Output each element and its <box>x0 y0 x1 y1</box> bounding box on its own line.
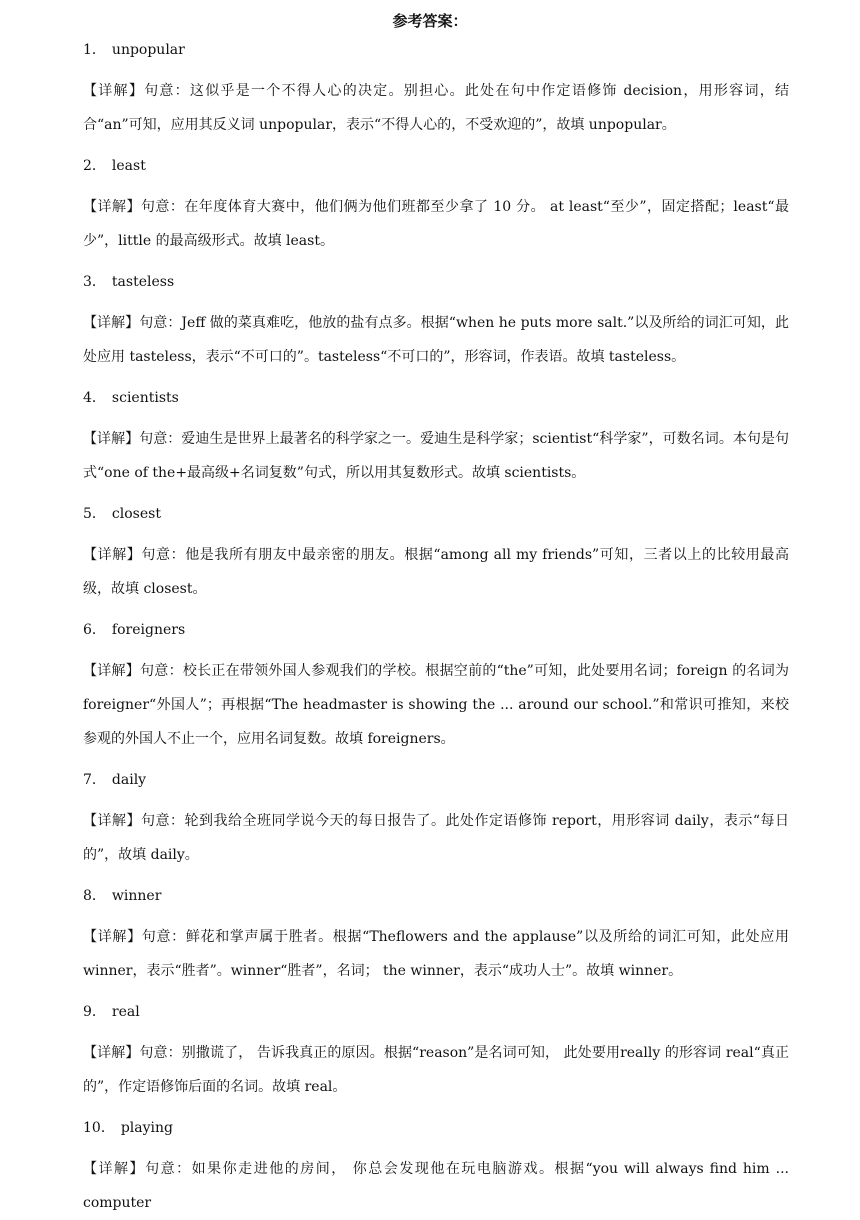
answer-word: foreigners <box>111 622 186 638</box>
answer-heading <box>83 504 789 524</box>
answer-number: 6． <box>83 622 106 638</box>
answer-explanation: 【详解】句意：如果你走进他的房间， 你总会发现他在玩电脑游戏。根据“you will always find him ... computer <box>83 1161 789 1211</box>
answer-heading <box>83 1118 789 1138</box>
answer-explanation: 【详解】句意：爱迪生是世界上最著名的科学家之一。爱迪生是科学家；scientist“科学家”，可数名词。本句是句式“one of the+最高级+名词复数”句式，所以用其复数形式。故填 scientists。 <box>83 431 789 481</box>
answer-word: tasteless <box>111 274 175 290</box>
answer-word: real <box>111 1004 140 1020</box>
answer-word: least <box>111 158 146 174</box>
answer-heading <box>83 1002 789 1022</box>
answer-explanation: 【详解】句意：校长正在带领外国人参观我们的学校。根据空前的“the”可知，此处要用名词；foreign 的名词为 foreigner“外国人”；再根据“The headmaster is showing the ... around our school.”和常识可推知，来校参观的外国人不止一个，应用名词复数。故填 foreigners。 <box>83 663 789 747</box>
answer-explanation: 【详解】句意：Jeff 做的菜真难吃，他放的盐有点多。根据“when he puts more salt.”以及所给的词汇可知，此处应用 tasteless，表示“不可口的”。tasteless“不可口的”，形容词，作表语。故填 tasteless。 <box>83 315 789 365</box>
answer-word: daily <box>111 772 147 788</box>
answer-explanation: 【详解】句意：他是我所有朋友中最亲密的朋友。根据“among all my friends”可知，三者以上的比较用最高级，故填 closest。 <box>83 547 789 597</box>
answer-explanation: 【详解】句意：鲜花和掌声属于胜者。根据“Theflowers and the applause”以及所给的词汇可知，此处应用winner，表示“胜者”。winner“胜者”，名词； the winner，表示“成功人士”。故填 winner。 <box>83 929 789 979</box>
answer-item-8 <box>83 886 789 988</box>
answer-item-3 <box>83 272 789 374</box>
answer-heading <box>83 770 789 790</box>
answer-explanation: 【详解】句意：别撒谎了， 告诉我真正的原因。根据“reason”是名词可知， 此处要用really 的形容词 real“真正的”，作定语修饰后面的名词。故填 real。 <box>83 1045 789 1095</box>
answer-heading <box>83 388 789 408</box>
answer-explanation: 【详解】句意：轮到我给全班同学说今天的每日报告了。此处作定语修饰 report，用形容词 daily，表示“每日的”，故填 daily。 <box>83 813 789 863</box>
answer-number: 4． <box>83 390 106 406</box>
answer-heading <box>83 886 789 906</box>
answer-word: winner <box>111 888 162 904</box>
answer-number: 9． <box>83 1004 106 1020</box>
answer-word: scientists <box>111 390 179 406</box>
answer-item-2 <box>83 156 789 258</box>
answer-heading <box>83 272 789 292</box>
answer-heading <box>83 156 789 176</box>
answer-word: playing <box>120 1120 173 1136</box>
answer-number: 8． <box>83 888 106 904</box>
answer-item-6 <box>83 620 789 756</box>
answer-word: unpopular <box>111 42 185 58</box>
answer-item-9 <box>83 1002 789 1104</box>
answer-number: 5． <box>83 506 106 522</box>
answer-explanation: 【详解】句意：在年度体育大赛中，他们俩为他们班都至少拿了 10 分。 at least“至少”，固定搭配；least“最少”，little 的最高级形式。故填 least。 <box>83 199 789 249</box>
answer-explanation: 【详解】句意：这似乎是一个不得人心的决定。别担心。此处在句中作定语修饰 decision，用形容词，结合“an”可知，应用其反义词 unpopular，表示“不得人心的，不受欢迎的”，故填 unpopular。 <box>83 83 789 133</box>
answer-number: 2． <box>83 158 106 174</box>
answer-number: 7． <box>83 772 106 788</box>
answer-word: closest <box>111 506 161 522</box>
answer-number: 1． <box>83 42 106 58</box>
answer-item-10 <box>83 1118 789 1220</box>
answer-heading <box>83 620 789 640</box>
answer-number: 10． <box>83 1120 115 1136</box>
answer-item-5 <box>83 504 789 606</box>
answer-list <box>83 40 789 1220</box>
answer-item-4 <box>83 388 789 490</box>
answer-item-7 <box>83 770 789 872</box>
answer-heading <box>83 40 789 60</box>
answer-item-1 <box>83 40 789 142</box>
answer-number: 3． <box>83 274 106 290</box>
page-title: 参考答案： <box>392 12 468 30</box>
